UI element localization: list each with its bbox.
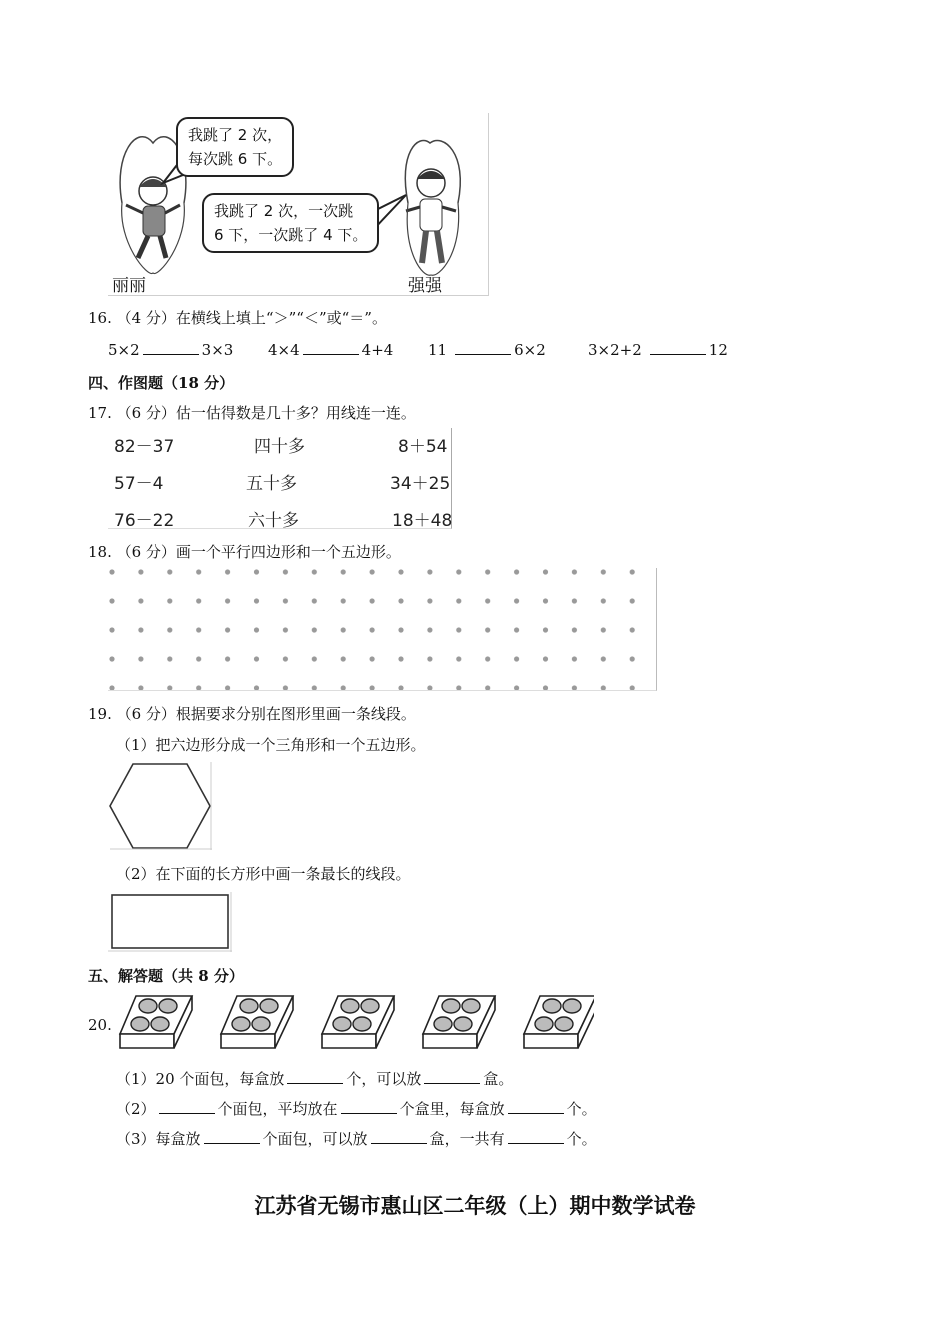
q20-p2-c: 个盒里，每盒放 xyxy=(399,1100,505,1118)
boy-speech-bubble xyxy=(202,193,379,253)
q20-part-3 xyxy=(116,1128,597,1149)
q20-p1-b: 个，可以放 xyxy=(346,1070,422,1088)
rectangle-svg xyxy=(108,892,232,952)
q18-title: 18. （6 分）画一个平行四边形和一个五边形。 xyxy=(88,543,401,561)
q18-dot-grid[interactable] xyxy=(108,568,657,691)
girl-line-1: 我跳了 2 次， xyxy=(188,126,283,144)
q17-right-2[interactable]: 34＋25 xyxy=(390,474,451,494)
bread-boxes-svg xyxy=(118,994,594,1052)
q16-blank-1[interactable] xyxy=(143,340,199,355)
q17-right-1[interactable]: 8＋54 xyxy=(398,437,448,457)
dot-grid-svg xyxy=(108,568,656,690)
q16-item-1 xyxy=(108,340,233,359)
boy-figure xyxy=(405,141,460,276)
hexagon-shape xyxy=(110,764,210,848)
q20-p1-a: （1）20 个面包，每盒放 xyxy=(116,1070,285,1088)
name-qiangqiang: 强强 xyxy=(408,276,442,296)
q16-item-2-left: 4×4 xyxy=(268,341,300,359)
q20-part-1 xyxy=(116,1068,513,1089)
q17-estimation-table xyxy=(108,428,452,529)
q20-p1-blank-1[interactable] xyxy=(287,1069,343,1084)
rectangle-shape xyxy=(112,895,228,948)
hexagon-svg xyxy=(108,762,212,850)
name-lili: 丽丽 xyxy=(112,276,146,296)
q20-p2-a: （2） xyxy=(116,1100,156,1118)
q16-item-1-left: 5×2 xyxy=(108,341,140,359)
q16-blank-2[interactable] xyxy=(303,340,359,355)
q20-p3-c: 盒，一共有 xyxy=(429,1130,505,1148)
girl-speech-bubble xyxy=(176,117,294,177)
bread-box-1 xyxy=(120,996,192,1048)
q20-p2-blank-2[interactable] xyxy=(341,1099,397,1114)
q20-p3-a: （3）每盒放 xyxy=(116,1130,201,1148)
q17-left-3[interactable]: 76－22 xyxy=(114,511,175,531)
q20-p3-d: 个。 xyxy=(566,1130,597,1148)
q20-number: 20. xyxy=(88,1016,112,1034)
q19-part-1: （1）把六边形分成一个三角形和一个五边形。 xyxy=(116,736,426,754)
q16-item-4-left: 3×2+2 xyxy=(588,341,642,359)
rectangle-figure[interactable] xyxy=(108,892,232,952)
q16-item-2-right: 4+4 xyxy=(361,341,394,359)
dot-pattern xyxy=(108,568,656,690)
exam-title: 江苏省无锡市惠山区二年级（上）期中数学试卷 xyxy=(254,1193,696,1218)
q17-left-2[interactable]: 57－4 xyxy=(114,474,164,494)
q20-p3-blank-3[interactable] xyxy=(508,1129,564,1144)
q20-p3-blank-1[interactable] xyxy=(204,1129,260,1144)
q20-p2-blank-1[interactable] xyxy=(159,1099,215,1114)
q16-item-2 xyxy=(268,340,393,359)
q19-title: 19. （6 分）根据要求分别在图形里画一条线段。 xyxy=(88,705,416,723)
q17-middle-2[interactable]: 五十多 xyxy=(246,474,297,494)
bread-box-3 xyxy=(322,996,394,1048)
q20-p1-blank-2[interactable] xyxy=(424,1069,480,1084)
q20-p1-c: 盒。 xyxy=(483,1070,514,1088)
q16-item-4 xyxy=(588,340,728,359)
q19-part-2: （2）在下面的长方形中画一条最长的线段。 xyxy=(116,865,411,883)
bread-box-5 xyxy=(524,996,594,1048)
section-4-title: 四、作图题（18 分） xyxy=(88,374,235,392)
q16-item-1-right: 3×3 xyxy=(201,341,234,359)
bread-box-2 xyxy=(221,996,293,1048)
q20-p3-blank-2[interactable] xyxy=(371,1129,427,1144)
q20-p2-blank-3[interactable] xyxy=(508,1099,564,1114)
q16-title: 16. （4 分）在横线上填上“＞”“＜”或“＝”。 xyxy=(88,309,387,327)
q17-middle-1[interactable]: 四十多 xyxy=(254,437,305,457)
q16-item-4-right: 12 xyxy=(708,341,728,359)
q16-item-3-right: 6×2 xyxy=(514,341,546,359)
q17-middle-3[interactable]: 六十多 xyxy=(248,511,299,531)
q20-p2-b: 个面包，平均放在 xyxy=(217,1100,338,1118)
bread-box-4 xyxy=(423,996,495,1048)
q20-part-2 xyxy=(116,1098,597,1119)
q20-p2-d: 个。 xyxy=(566,1100,597,1118)
q17-right-3[interactable]: 18＋48 xyxy=(392,511,453,531)
q17-title: 17. （6 分）估一估得数是几十多？用线连一连。 xyxy=(88,404,416,422)
bread-boxes-figure xyxy=(118,994,594,1052)
jump-rope-illustration xyxy=(108,113,489,296)
q17-left-1[interactable]: 82－37 xyxy=(114,437,175,457)
boy-line-2: 6 下，一次跳了 4 下。 xyxy=(214,226,368,244)
boy-line-1: 我跳了 2 次，一次跳 xyxy=(214,202,354,220)
q16-blank-3[interactable] xyxy=(455,340,511,355)
girl-line-2: 每次跳 6 下。 xyxy=(188,150,283,168)
q16-blank-4[interactable] xyxy=(650,340,706,355)
q20-p3-b: 个面包，可以放 xyxy=(262,1130,368,1148)
q16-item-3-left: 11 xyxy=(428,341,448,359)
section-5-title: 五、解答题（共 8 分） xyxy=(88,967,244,985)
q16-item-3 xyxy=(428,340,546,359)
hexagon-figure[interactable] xyxy=(108,762,212,850)
